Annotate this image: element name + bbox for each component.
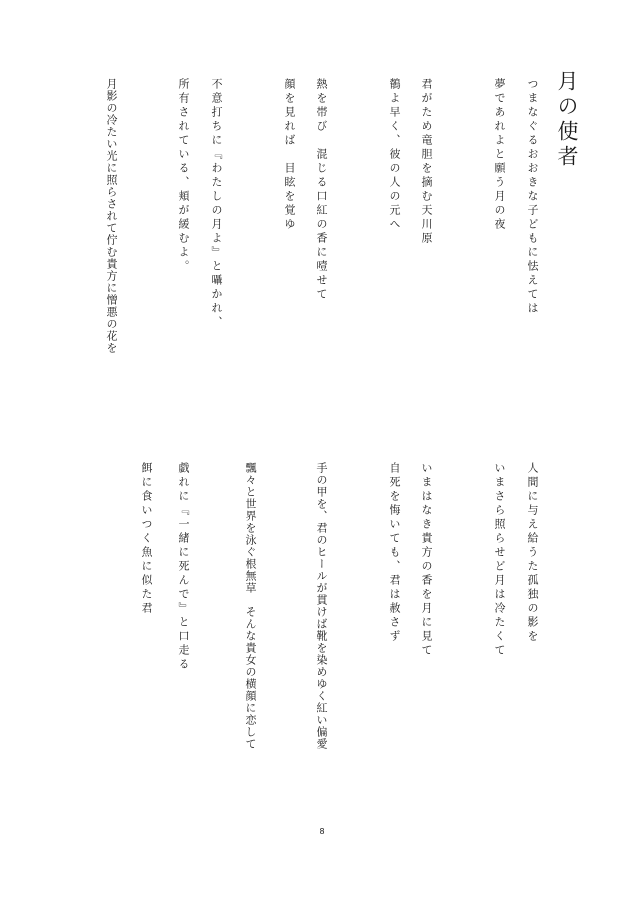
poem-line: 夢であれよと願う月の夜	[493, 78, 506, 232]
poem-line: 自死を悔いても、君は赦さず	[388, 462, 401, 644]
poem-line: いまはなき貴方の香を月に見て	[420, 462, 433, 658]
poem-line: 所有されている、頬が緩むよ。	[177, 78, 190, 274]
poem-line: 手の甲を、君のヒールが貫けば靴を染めゆく紅い偏愛	[315, 462, 328, 750]
poem-line: 餌に食いつく魚に似た君	[140, 462, 153, 616]
poem-line: 鶺よ早く、彼の人の元へ	[388, 78, 401, 232]
page-number: 8	[319, 827, 325, 836]
poem-title: 月の使者	[555, 70, 579, 170]
poem-line: 戯れに『一緒に死んで』と口走る	[177, 462, 190, 672]
poem-line: 月影の冷たい光に照らされて佇む貴方に憎悪の花を	[105, 78, 118, 354]
poem-line: 不意打ちに『わたしの月よ』と囁かれ、	[210, 78, 223, 330]
poem-line: 君がため竜胆を摘む天川原	[420, 78, 433, 246]
poem-line: 飄々と世界を泳ぐ根無草 そんな貴女の横顔に恋して	[244, 462, 257, 750]
poem-line: いまさら照らせど月は冷たくて	[493, 462, 506, 658]
poem-line: 顔を見れば 目眩を覚ゆ	[283, 78, 296, 232]
poem-line: 熱を帯び 混じる口紅の香に噎せて	[315, 78, 328, 302]
poem-line: 人間に与え給うた孤独の影を	[526, 462, 539, 644]
poem-line: つまなぐるおおきな子どもに怯えては	[526, 78, 539, 316]
